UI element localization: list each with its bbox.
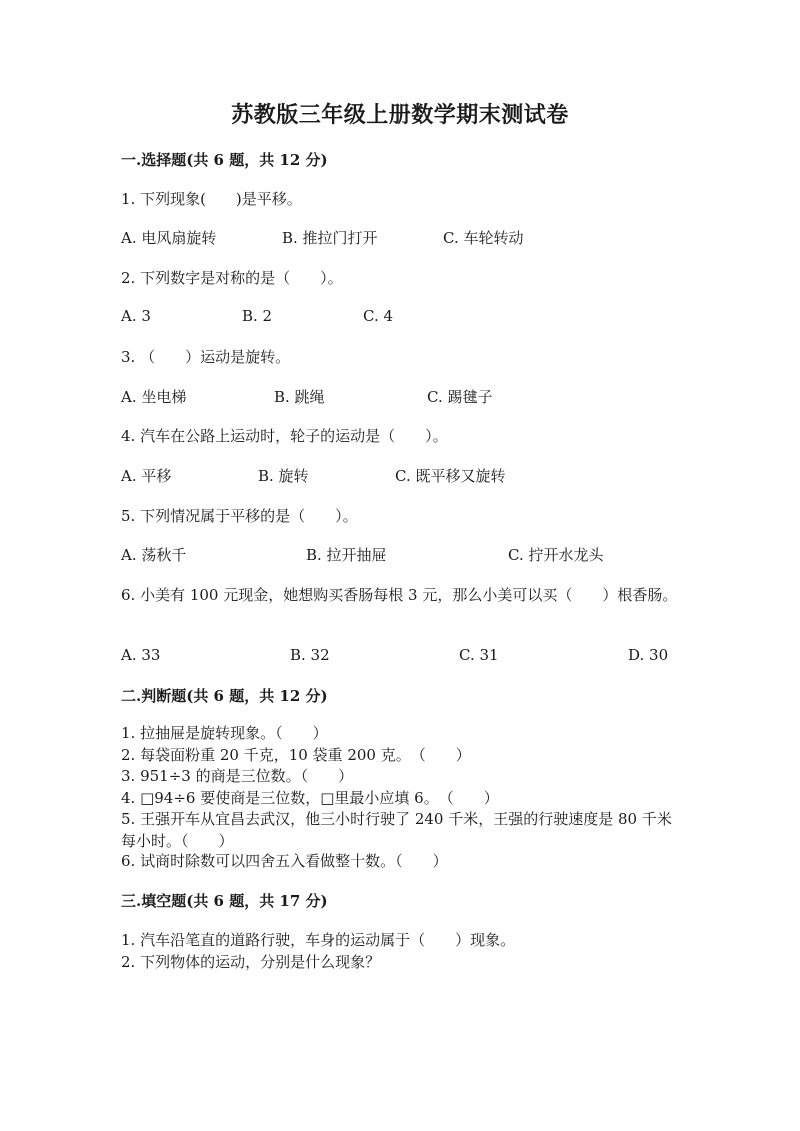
option-a: A. 3 <box>121 307 151 325</box>
fill-item: 2. 下列物体的运动，分别是什么现象？ <box>121 953 381 971</box>
question-stem: 4. 汽车在公路上运动时，轮子的运动是（ ）。 <box>121 427 448 445</box>
fill-item: 1. 汽车沿笔直的道路行驶，车身的运动属于（ ）现象。 <box>121 931 516 949</box>
option-a: A. 平移 <box>121 467 172 485</box>
option-b: B. 2 <box>242 307 273 325</box>
question-stem: 2. 下列数字是对称的是（ ）。 <box>121 269 343 287</box>
option-b: B. 拉开抽屉 <box>306 546 387 564</box>
judgment-item: 2. 每袋面粉重 20 千克，10 袋重 200 克。 （ ） <box>121 746 471 764</box>
option-c: C. 踢毽子 <box>427 388 493 406</box>
option-a: A. 电风扇旋转 <box>121 229 217 247</box>
judgment-item: 1. 拉抽屉是旋转现象。（ ） <box>121 724 328 742</box>
option-c: C. 车轮转动 <box>443 229 524 247</box>
option-a: A. 33 <box>121 646 161 664</box>
question-stem: 1. 下列现象( )是平移。 <box>121 190 302 208</box>
option-c: C. 拧开水龙头 <box>508 546 604 564</box>
section-heading-judgment: 二.判断题(共 6 题，共 12 分) <box>121 687 328 705</box>
judgment-item: 5. 王强开车从宜昌去武汉，他三小时行驶了 240 千米，王强的行驶速度是 80 千米每小时。（ ） <box>121 810 672 850</box>
question-stem: 3. （ ）运动是旋转。 <box>121 348 291 366</box>
section-heading-fill: 三.填空题(共 6 题，共 17 分) <box>121 892 328 910</box>
option-b: B. 跳绳 <box>274 388 325 406</box>
option-c: C. 既平移又旋转 <box>395 467 506 485</box>
option-b: B. 旋转 <box>258 467 309 485</box>
judgment-item: 6. 试商时除数可以四舍五入看做整十数。（ ） <box>121 852 448 870</box>
question-stem: 6. 小美有 100 元现金，她想购买香肠每根 3 元，那么小美可以买（ ）根香肠。 <box>121 586 678 604</box>
option-a: A. 坐电梯 <box>121 388 187 406</box>
section-heading-choice: 一.选择题(共 6 题，共 12 分) <box>121 151 328 169</box>
judgment-item: 4. □94÷6 要使商是三位数，□里最小应填 6。 （ ） <box>121 789 499 807</box>
judgment-item: 3. 951÷3 的商是三位数。（ ） <box>121 767 354 785</box>
option-b: B. 32 <box>290 646 330 664</box>
page-title: 苏教版三年级上册数学期末测试卷 <box>231 102 569 128</box>
option-d: D. 30 <box>628 646 669 664</box>
option-a: A. 荡秋千 <box>121 546 187 564</box>
option-b: B. 推拉门打开 <box>282 229 378 247</box>
option-c: C. 4 <box>363 307 394 325</box>
question-stem: 5. 下列情况属于平移的是（ ）。 <box>121 507 358 525</box>
option-c: C. 31 <box>459 646 499 664</box>
